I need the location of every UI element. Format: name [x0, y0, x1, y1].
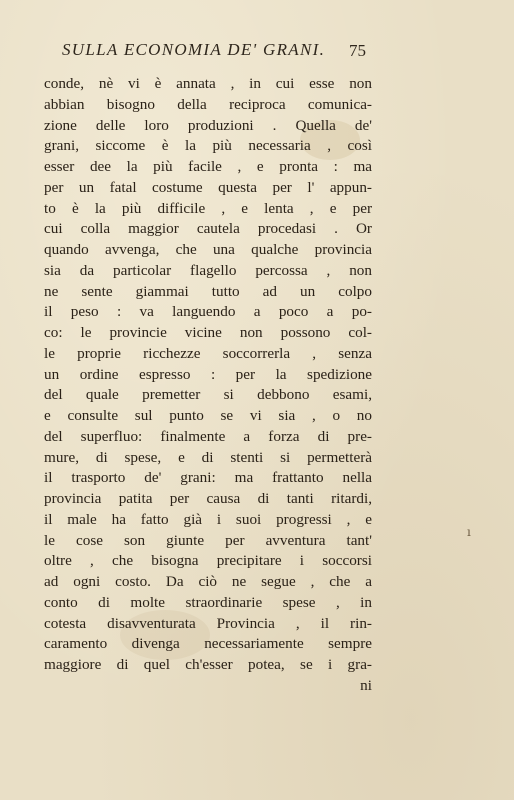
text-line: le cose son giunte per avventura tant': [44, 531, 372, 549]
text-line: oltre , che bisogna precipitare i soccorsi: [44, 552, 372, 570]
text-line: cui colla maggior cautela procedasi . Or: [44, 220, 372, 238]
text-line: conde, nè vi è annata , in cui esse non: [44, 75, 372, 92]
text-line: sia da particolar flagello percossa , non: [44, 261, 372, 279]
text-line: il trasporto de' grani: ma frattanto nella: [44, 469, 372, 487]
text-line: conto di molte straordinarie spese , in: [44, 593, 372, 611]
catchword: ni: [360, 676, 372, 694]
text-line: co: le provincie vicine non possono col-: [44, 324, 372, 341]
text-line: ad ogni costo. Da ciò ne segue , che a: [44, 573, 372, 590]
running-head: SULLA ECONOMIA DE' GRANI.: [62, 40, 326, 59]
text-line: un ordine espresso : per la spedizione: [44, 365, 372, 383]
text-line: to è la più difficile , e lenta , e per: [44, 199, 372, 217]
text-line: le proprie ricchezze soccorrerla , senza: [44, 344, 372, 362]
margin-mark: ı: [467, 525, 471, 539]
text-line: grani, siccome è la più necessaria , così: [44, 137, 372, 155]
text-line: e consulte sul punto se vi sia , o no: [44, 407, 372, 424]
text-line: esser dee la più facile , e pronta : ma: [44, 158, 372, 175]
text-line: provincia patita per causa di tanti ritardi,: [44, 490, 372, 507]
page-number: 75: [349, 41, 366, 60]
text-line: caramento divenga necessariamente sempre: [44, 635, 372, 653]
text-line: del quale premetter si debbono esami,: [44, 386, 372, 404]
text-line: il peso : va languendo a poco a po-: [44, 303, 372, 321]
text-line: ne sente giammai tutto ad un colpo: [44, 282, 372, 300]
text-line: quando avvenga, che una qualche provincia: [44, 241, 372, 258]
text-line: cotesta disavventurata Provincia , il rin-: [44, 614, 372, 632]
text-line: abbian bisogno della reciproca comunica-: [44, 95, 372, 113]
body-text: [44, 74, 372, 697]
text-line: per un fatal costume questa per l' appun-: [44, 178, 372, 196]
text-line: del superfluo: finalmente a forza di pre-: [44, 427, 372, 445]
text-line: il male ha fatto già i suoi progressi , e: [44, 510, 372, 528]
text-line: mure, di spese, e di stenti si permetterà: [44, 448, 372, 466]
text-line: zione delle loro produzioni . Quella de': [44, 116, 372, 134]
text-line: maggiore di quel ch'esser potea, se i gra-: [44, 656, 372, 673]
